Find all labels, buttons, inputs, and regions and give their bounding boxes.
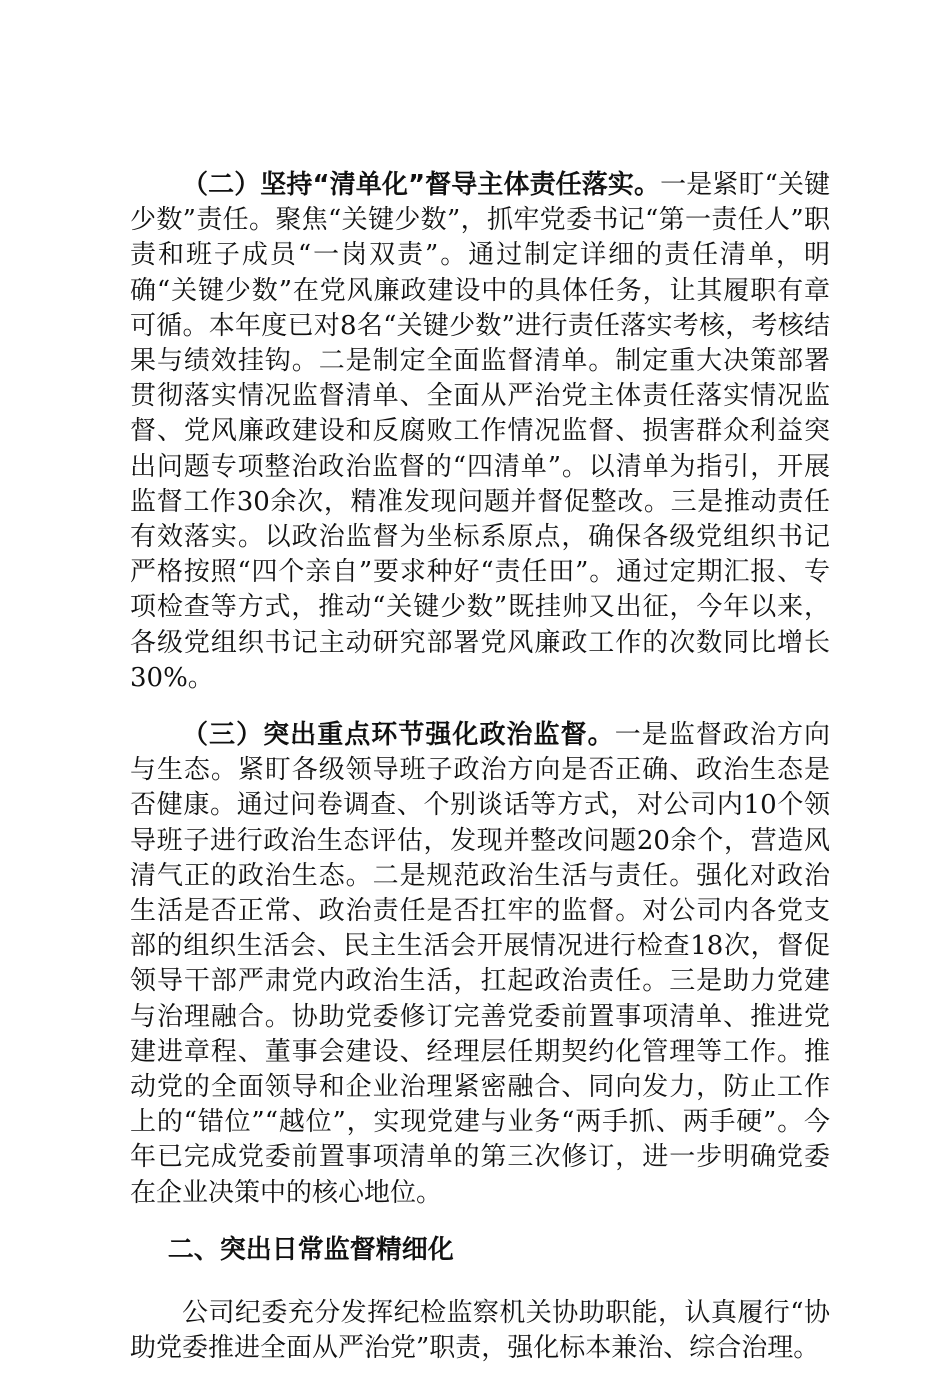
closing-paragraph: 公司纪委充分发挥纪检监察机关协助职能，认真履行“协助党委推进全面从严治党”职责，强化标本兼治、综合治理。	[130, 1298, 830, 1364]
section-heading: 二、突出日常监督精细化	[167, 1234, 454, 1265]
paragraph-lead-heading: （二）坚持“清单化”督导主体责任落实。	[182, 170, 661, 200]
paragraph-body-text: 一是紧盯“关键少数”责任。聚焦“关键少数”，抓牢党委书记“第一责任人”职责和班子成员“一岗双责”。通过制定详细的责任清单，明确“关键少数”在党风廉政建设中的具体任务，让其履职有章可循。本年度已对8名“关键少数”进行责任落实考核，考核结果与绩效挂钩。二是制定全面监督清单。制定重大决策部署贯彻落实情况监督清单、全面从严治党主体责任落实情况监督、党风廉政建设和反腐败工作情况监督、损害群众利益突出问题专项整治政治监督的“四清单”。以清单为指引，开展监督工作30余次，精准发现问题并督促整改。三是推动责任有效落实。以政治监督为坐标系原点，确保各级党组织书记严格按照“四个亲自”要求种好“责任田”。通过定期汇报、专项检查等方式，推动“关键少数”既挂帅又出征，今年以来，各级党组织书记主动研究部署党风廉政工作的次数同比增长30%。	[130, 170, 830, 693]
paragraph-lead-heading: （三）突出重点环节强化政治监督。	[182, 720, 615, 751]
paragraph-supervision-checklist	[130, 168, 830, 696]
document-page	[130, 168, 830, 1389]
paragraph-political-supervision	[130, 718, 830, 1211]
paragraph-body-text: 一是监督政治方向与生态。紧盯各级领导班子政治方向是否正确、政治生态是否健康。通过问卷调查、个别谈话等方式，对公司内10个领导班子进行政治生态评估，发现并整改问题20余个，营造风清气正的政治生态。二是规范政治生活与责任。强化对政治生活是否正常、政治责任是否扛牢的监督。对公司内各党支部的组织生活会、民主生活会开展情况进行检查18次，督促领导干部严肃党内政治生活，扛起政治责任。三是助力党建与治理融合。协助党委修订完善党委前置事项清单、推进党建进章程、董事会建设、经理层任期契约化管理等工作。推动党的全面领导和企业治理紧密融合、同向发力，防止工作上的“错位”“越位”，实现党建与业务“两手抓、两手硬”。今年已完成党委前置事项清单的第三次修订，进一步明确党委在企业决策中的核心地位。	[130, 720, 830, 1208]
